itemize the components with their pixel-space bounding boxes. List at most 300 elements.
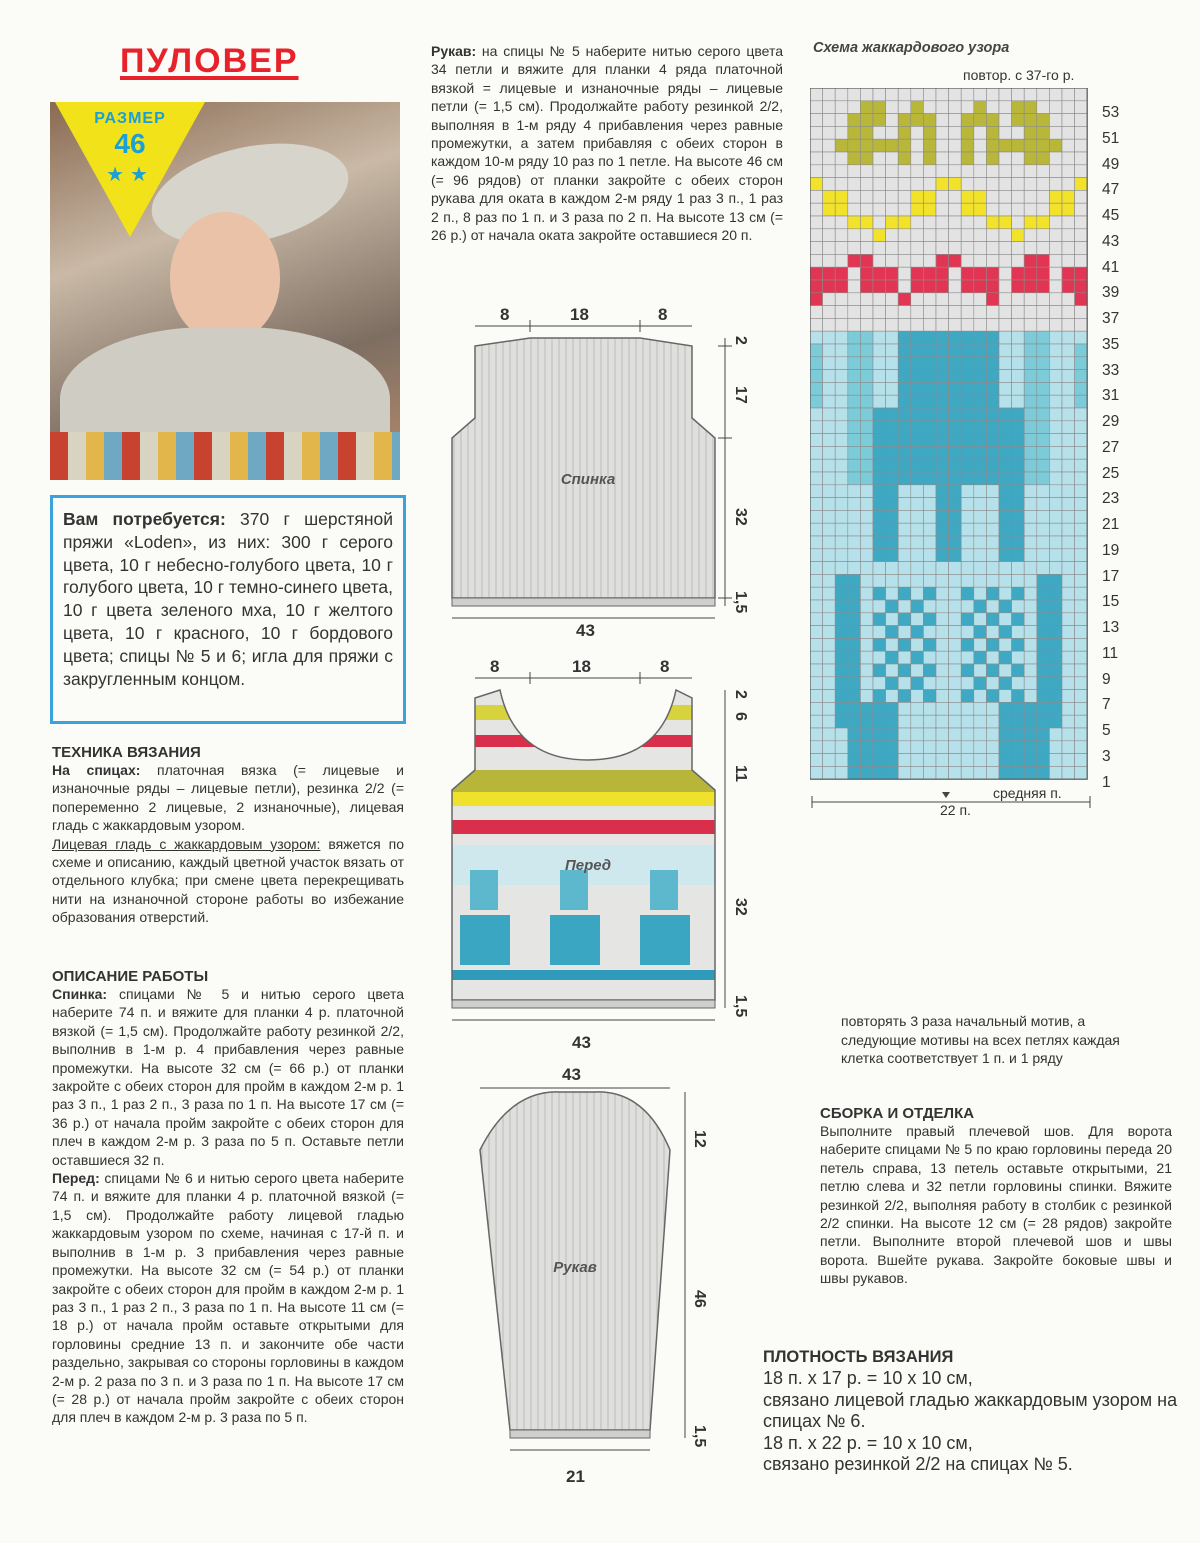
chart-cell: [1024, 408, 1037, 421]
chart-cell: [936, 549, 949, 562]
chart-row-number: 29: [1102, 413, 1120, 430]
chart-cell: [1075, 421, 1088, 434]
chart-cell: [961, 715, 974, 728]
chart-cell: [923, 434, 936, 447]
chart-cell: [1049, 203, 1062, 216]
chart-cell: [961, 344, 974, 357]
chart-cell: [999, 114, 1012, 127]
chart-cell: [1024, 638, 1037, 651]
chart-cell: [823, 254, 836, 267]
chart-cell: [923, 715, 936, 728]
chart-cell: [999, 446, 1012, 459]
chart-row-number: 39: [1102, 284, 1120, 302]
chart-cell: [898, 690, 911, 703]
chart-cell: [810, 242, 823, 255]
chart-cell: [1037, 510, 1050, 523]
chart-cell: [974, 472, 987, 485]
chart-cell: [823, 587, 836, 600]
chart-cell: [936, 523, 949, 536]
chart-cell: [961, 114, 974, 127]
chart-cell: [1012, 242, 1025, 255]
chart-cell: [1049, 395, 1062, 408]
chart-cell: [1012, 626, 1025, 639]
chart-cell: [886, 766, 899, 779]
chart-cell: [1075, 600, 1088, 613]
chart-cell: [835, 88, 848, 101]
chart-cell: [986, 280, 999, 293]
chart-cell: [911, 408, 924, 421]
chart-cell: [848, 408, 861, 421]
chart-cell: [961, 203, 974, 216]
chart-cell: [961, 306, 974, 319]
chart-cell: [1024, 536, 1037, 549]
chart-cell: [986, 370, 999, 383]
chart-cell: [848, 702, 861, 715]
chart-cell: [823, 101, 836, 114]
chart-cell: [1012, 690, 1025, 703]
chart-cell: [848, 88, 861, 101]
chart-cell: [1049, 613, 1062, 626]
chart-cell: [860, 754, 873, 767]
chart-cell: [823, 549, 836, 562]
chart-cell: [911, 139, 924, 152]
chart-cell: [835, 562, 848, 575]
chart-cell: [835, 382, 848, 395]
chart-cell: [999, 216, 1012, 229]
chart-cell: [911, 459, 924, 472]
back-pattern: [430, 298, 780, 648]
chart-cell: [886, 664, 899, 677]
chart-cell: [961, 523, 974, 536]
chart-cell: [911, 229, 924, 242]
chart-cell: [810, 472, 823, 485]
chart-cell: [1049, 139, 1062, 152]
chart-cell: [986, 254, 999, 267]
chart-cell: [936, 715, 949, 728]
chart-cell: [936, 485, 949, 498]
front-label: Перед: [564, 857, 612, 874]
chart-cell: [848, 613, 861, 626]
chart-cell: [911, 754, 924, 767]
chart-cell: [823, 357, 836, 370]
chart-cell: [848, 677, 861, 690]
front-dim-right-2: 6: [732, 712, 749, 721]
chart-cell: [986, 395, 999, 408]
chart-cell: [860, 203, 873, 216]
chart-cell: [911, 766, 924, 779]
chart-cell: [1012, 536, 1025, 549]
chart-cell: [1049, 357, 1062, 370]
chart-cell: [823, 370, 836, 383]
chart-cell: [1012, 715, 1025, 728]
chart-cell: [835, 600, 848, 613]
chart-cell: [999, 626, 1012, 639]
chart-cell: [1024, 331, 1037, 344]
chart-cell: [949, 242, 962, 255]
chart-cell: [923, 114, 936, 127]
chart-cell: [898, 178, 911, 191]
chart-cell: [898, 242, 911, 255]
chart-cell: [1062, 741, 1075, 754]
chart-cell: [848, 754, 861, 767]
chart-cell: [886, 523, 899, 536]
chart-cell: [1012, 446, 1025, 459]
chart-cell: [835, 626, 848, 639]
chart-cell: [999, 229, 1012, 242]
technique-section: [52, 744, 404, 927]
chart-cell: [1024, 139, 1037, 152]
chart-cell: [1049, 306, 1062, 319]
chart-cell: [974, 242, 987, 255]
front-dim-right-5: 1,5: [732, 995, 749, 1018]
chart-cell: [1037, 254, 1050, 267]
chart-cell: [1062, 139, 1075, 152]
chart-cell: [1037, 651, 1050, 664]
chart-cell: [810, 370, 823, 383]
chart-cell: [886, 216, 899, 229]
chart-cell: [898, 587, 911, 600]
chart-cell: [898, 446, 911, 459]
chart-cell: [886, 357, 899, 370]
chart-cell: [949, 216, 962, 229]
chart-cell: [999, 331, 1012, 344]
chart-cell: [1062, 510, 1075, 523]
chart-cell: [860, 370, 873, 383]
chart-cell: [974, 677, 987, 690]
chart-cell: [886, 587, 899, 600]
chart-cell: [1037, 114, 1050, 127]
chart-cell: [1062, 114, 1075, 127]
chart-cell: [949, 139, 962, 152]
back-dim-top-2: 18: [570, 305, 589, 324]
chart-cell: [1062, 728, 1075, 741]
chart-cell: [936, 152, 949, 165]
chart-cell: [1075, 459, 1088, 472]
chart-cell: [1062, 370, 1075, 383]
chart-cell: [923, 664, 936, 677]
chart-cell: [1037, 754, 1050, 767]
chart-cell: [911, 677, 924, 690]
chart-cell: [848, 741, 861, 754]
chart-cell: [1024, 382, 1037, 395]
chart-cell: [923, 101, 936, 114]
chart-cell: [1012, 472, 1025, 485]
chart-cell: [886, 434, 899, 447]
chart-cell: [961, 318, 974, 331]
chart-cell: [860, 523, 873, 536]
chart-cell: [999, 677, 1012, 690]
chart-cell: [974, 459, 987, 472]
chart-cell: [1024, 190, 1037, 203]
chart-cell: [848, 562, 861, 575]
chart-cell: [835, 216, 848, 229]
chart-cell: [936, 664, 949, 677]
chart-cell: [1049, 638, 1062, 651]
chart-cell: [1024, 114, 1037, 127]
chart-cell: [1049, 587, 1062, 600]
chart-cell: [961, 613, 974, 626]
chart-cell: [986, 357, 999, 370]
chart-cell: [1012, 498, 1025, 511]
chart-cell: [823, 600, 836, 613]
chart-cell: [1062, 485, 1075, 498]
chart-row-number: 45: [1102, 207, 1120, 224]
chart-cell: [986, 216, 999, 229]
chart-cell: [835, 766, 848, 779]
chart-cell: [848, 242, 861, 255]
chart-cell: [974, 523, 987, 536]
chart-cell: [961, 446, 974, 459]
chart-cell: [999, 101, 1012, 114]
chart-cell: [873, 664, 886, 677]
chart-cell: [974, 562, 987, 575]
chart-cell: [911, 664, 924, 677]
chart-cell: [848, 715, 861, 728]
chart-cell: [999, 510, 1012, 523]
chart-cell: [911, 254, 924, 267]
chart-cell: [961, 498, 974, 511]
chart-cell: [974, 190, 987, 203]
chart-cell: [848, 459, 861, 472]
chart-cell: [911, 242, 924, 255]
chart-cell: [810, 306, 823, 319]
chart-cell: [936, 165, 949, 178]
chart-cell: [860, 280, 873, 293]
chart-cell: [911, 331, 924, 344]
chart-cell: [936, 421, 949, 434]
chart-cell: [974, 344, 987, 357]
chart-cell: [936, 677, 949, 690]
chart-cell: [1049, 344, 1062, 357]
chart-cell: [860, 741, 873, 754]
chart-cell: [886, 677, 899, 690]
chart-cell: [1024, 562, 1037, 575]
chart-cell: [974, 293, 987, 306]
chart-cell: [1075, 766, 1088, 779]
chart-cell: [1024, 677, 1037, 690]
chart-cell: [873, 229, 886, 242]
chart-cell: [886, 152, 899, 165]
chart-cell: [823, 613, 836, 626]
chart-cell: [949, 715, 962, 728]
chart-cell: [1037, 126, 1050, 139]
chart-cell: [911, 549, 924, 562]
chart-cell: [949, 101, 962, 114]
sleeve-pattern: [430, 1060, 780, 1490]
chart-cell: [898, 638, 911, 651]
chart-cell: [923, 331, 936, 344]
chart-cell: [1037, 459, 1050, 472]
chart-cell: [835, 139, 848, 152]
chart-cell: [936, 382, 949, 395]
chart-cell: [1075, 587, 1088, 600]
chart-cell: [986, 728, 999, 741]
chart-cell: [1062, 446, 1075, 459]
chart-cell: [986, 165, 999, 178]
chart-cell: [1062, 152, 1075, 165]
chart-cell: [835, 267, 848, 280]
chart-cell: [911, 741, 924, 754]
chart-cell: [1049, 382, 1062, 395]
chart-cell: [986, 587, 999, 600]
chart-cell: [911, 651, 924, 664]
chart-cell: [1012, 254, 1025, 267]
chart-cell: [823, 318, 836, 331]
chart-cell: [1062, 306, 1075, 319]
chart-cell: [886, 638, 899, 651]
chart-cell: [911, 101, 924, 114]
chart-cell: [823, 306, 836, 319]
chart-cell: [974, 408, 987, 421]
chart-cell: [860, 574, 873, 587]
chart-cell: [898, 510, 911, 523]
chart-cell: [823, 562, 836, 575]
chart-cell: [974, 88, 987, 101]
chart-cell: [898, 114, 911, 127]
chart-cell: [936, 613, 949, 626]
chart-cell: [923, 344, 936, 357]
chart-cell: [848, 664, 861, 677]
chart-cell: [810, 139, 823, 152]
chart-cell: [1062, 280, 1075, 293]
chart-cell: [835, 664, 848, 677]
chart-cell: [1024, 395, 1037, 408]
chart-cell: [1037, 587, 1050, 600]
chart-cell: [835, 229, 848, 242]
chart-cell: [923, 638, 936, 651]
technique-p1: На спицах: платочная вязка (= лицевые и изнаночные ряды – лицевые петли), резинка 2/2 (= попеременно 2 лицевые, 2 изнаночные), лицевая гладь с жаккардовым узором.: [52, 762, 404, 834]
chart-cell: [936, 446, 949, 459]
chart-cell: [961, 728, 974, 741]
chart-cell: [949, 498, 962, 511]
chart-cell: [911, 562, 924, 575]
chart-cell: [823, 408, 836, 421]
chart-cell: [1024, 626, 1037, 639]
chart-cell: [986, 549, 999, 562]
chart-cell: [1012, 88, 1025, 101]
chart-cell: [873, 715, 886, 728]
chart-cell: [1037, 600, 1050, 613]
chart-cell: [911, 190, 924, 203]
chart-cell: [961, 587, 974, 600]
chart-row-number: 23: [1102, 490, 1120, 508]
chart-cell: [1075, 613, 1088, 626]
chart-row-number: 13: [1102, 619, 1120, 636]
chart-cell: [949, 472, 962, 485]
chart-cell: [961, 216, 974, 229]
chart-cell: [810, 318, 823, 331]
chart-cell: [949, 638, 962, 651]
chart-cell: [986, 344, 999, 357]
chart-cell: [961, 88, 974, 101]
chart-cell: [911, 395, 924, 408]
chart-cell: [1075, 536, 1088, 549]
chart-cell: [986, 446, 999, 459]
chart-cell: [898, 715, 911, 728]
chart-cell: [873, 498, 886, 511]
chart-cell: [810, 152, 823, 165]
chart-cell: [923, 293, 936, 306]
technique-p2: Лицевая гладь с жаккардовым узором: вяжется по схеме и описанию, каждый цветной участок вязать от отдельного клубка; при смене цвета перекрещивать нити на изнаночной стороне работы во избежание образования отверстий.: [52, 835, 404, 926]
chart-cell: [1037, 715, 1050, 728]
chart-cell: [999, 306, 1012, 319]
chart-cell: [810, 715, 823, 728]
chart-cell: [923, 152, 936, 165]
chart-cell: [873, 754, 886, 767]
chart-cell: [923, 613, 936, 626]
chart-cell: [1075, 267, 1088, 280]
chart-cell: [886, 421, 899, 434]
chart-cell: [974, 766, 987, 779]
chart-cell: [1037, 664, 1050, 677]
chart-cell: [823, 715, 836, 728]
chart-cell: [1062, 318, 1075, 331]
chart-cell: [949, 690, 962, 703]
chart-cell: [1062, 626, 1075, 639]
chart-cell: [949, 254, 962, 267]
chart-cell: [848, 114, 861, 127]
chart-cell: [936, 242, 949, 255]
chart-cell: [974, 587, 987, 600]
chart-cell: [898, 203, 911, 216]
chart-row-number: 31: [1102, 387, 1120, 405]
chart-cell: [1037, 690, 1050, 703]
chart-cell: [823, 574, 836, 587]
chart-cell: [823, 242, 836, 255]
chart-cell: [961, 357, 974, 370]
chart-cell: [848, 574, 861, 587]
chart-cell: [1062, 344, 1075, 357]
chart-cell: [810, 690, 823, 703]
chart-cell: [961, 242, 974, 255]
chart-cell: [974, 178, 987, 191]
chart-cell: [1024, 280, 1037, 293]
chart-cell: [949, 728, 962, 741]
chart-cell: [911, 536, 924, 549]
chart-cell: [1024, 472, 1037, 485]
chart-cell: [810, 626, 823, 639]
chart-cell: [848, 203, 861, 216]
chart-cell: [961, 754, 974, 767]
chart-cell: [886, 395, 899, 408]
chart-cell: [949, 293, 962, 306]
chart-cell: [886, 331, 899, 344]
chart-cell: [986, 690, 999, 703]
chart-cell: [961, 395, 974, 408]
chart-cell: [886, 190, 899, 203]
description-heading: ОПИСАНИЕ РАБОТЫ: [52, 968, 209, 985]
chart-cell: [873, 203, 886, 216]
chart-cell: [911, 344, 924, 357]
chart-cell: [1049, 242, 1062, 255]
chart-cell: [1062, 408, 1075, 421]
chart-cell: [923, 421, 936, 434]
chart-cell: [898, 574, 911, 587]
chart-cell: [898, 549, 911, 562]
chart-cell: [823, 651, 836, 664]
chart-cell: [986, 472, 999, 485]
assembly-section: [820, 1105, 1172, 1288]
chart-cell: [860, 728, 873, 741]
chart-cell: [1024, 318, 1037, 331]
chart-cell: [999, 434, 1012, 447]
chart-cell: [911, 702, 924, 715]
chart-cell: [1012, 523, 1025, 536]
chart-cell: [1024, 498, 1037, 511]
chart-cell: [1049, 280, 1062, 293]
chart-cell: [810, 574, 823, 587]
chart-cell: [1024, 766, 1037, 779]
